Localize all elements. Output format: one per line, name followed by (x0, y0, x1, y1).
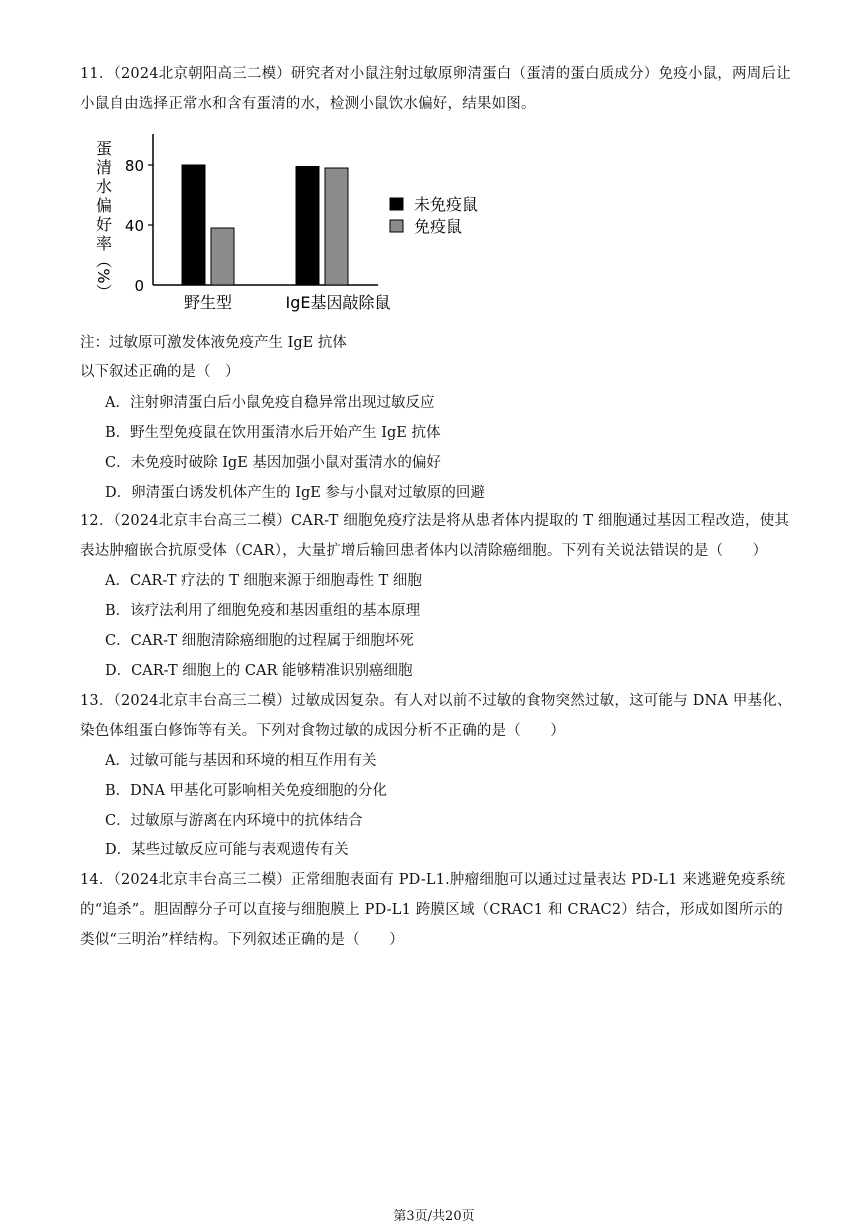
q12-option-d[interactable]: D．CAR-T 细胞上的 CAR 能够精准识别癌细胞 (105, 663, 413, 679)
q11-stem: 11．（2024北京朝阳高三二模）研究者对小鼠注射过敏原卵清蛋白（蛋清的蛋白质成分）免疫小鼠，两周后让小鼠自由选择正常水和含有蛋清的水，检测小鼠饮水偏好，结果如图。 (80, 66, 791, 112)
q11-bar-chart (88, 128, 528, 318)
q13-option-d[interactable]: D．某些过敏反应可能与表观遗传有关 (105, 842, 349, 858)
bar (182, 165, 205, 285)
q11-option-a[interactable]: A．注射卵清蛋白后小鼠免疫自稳异常出现过敏反应 (105, 395, 435, 411)
legend-label: 未免疫鼠 (414, 195, 479, 214)
legend-swatch (390, 198, 403, 210)
q12-option-c[interactable]: C．CAR-T 细胞清除癌细胞的过程属于细胞坏死 (105, 633, 414, 649)
y-axis-ticks (125, 157, 153, 295)
y-label-char: 水 (95, 177, 113, 196)
q11-option-b[interactable]: B．野生型免疫鼠在饮用蛋清水后开始产生 IgE 抗体 (105, 425, 441, 441)
q11-option-c[interactable]: C．未免疫时破除 IgE 基因加强小鼠对蛋清水的偏好 (105, 455, 441, 471)
legend-label: 免疫鼠 (414, 217, 463, 236)
q12-stem: 12．（2024北京丰台高三二模）CAR-T 细胞免疫疗法是将从患者体内提取的 T 细胞通过基因工程改造，使其表达肿瘤嵌合抗原受体（CAR），大量扩增后输回患者体内以清除癌细胞。下列有关说法错误的是（ ） (80, 513, 790, 559)
q12-option-b[interactable]: B．该疗法利用了细胞免疫和基因重组的基本原理 (105, 603, 421, 619)
y-label-char: 偏 (95, 196, 113, 215)
bars (182, 165, 348, 285)
page-footer: 第3页/共20页 (393, 1209, 475, 1224)
q14-stem: 14．（2024北京丰台高三二模）正常细胞表面有 PD-L1.肿瘤细胞可以通过过量表达 PD-L1 来逃避免疫系统的“追杀”。胆固醇分子可以直接与细胞膜上 PD-L1 跨膜区域（CRAC1 和 CRAC2）结合，形成如图所示的类似“三明治”样结构。下列叙述正确的是（ ） (80, 872, 786, 948)
x-category-label: IgE基因敲除鼠 (285, 293, 391, 312)
y-axis-label (94, 139, 113, 300)
y-label-char: （%） (94, 252, 113, 300)
x-axis-categories (184, 293, 391, 312)
q13-option-a[interactable]: A．过敏可能与基因和环境的相互作用有关 (105, 753, 377, 769)
y-label-char: 率 (95, 234, 113, 253)
q12-option-a[interactable]: A．CAR-T 疗法的 T 细胞来源于细胞毒性 T 细胞 (105, 573, 422, 589)
q13-stem: 13．（2024北京丰台高三二模）过敏成因复杂。有人对以前不过敏的食物突然过敏，这可能与 DNA 甲基化、染色体组蛋白修饰等有关。下列对食物过敏的成因分析不正确的是（ ） (80, 693, 792, 739)
q11-note: 注：过敏原可激发体液免疫产生 IgE 抗体 (80, 335, 347, 351)
y-tick-label: 0 (134, 277, 144, 295)
legend-swatch (390, 220, 403, 232)
y-label-char: 清 (95, 158, 113, 177)
bar (296, 167, 319, 286)
legend (390, 195, 478, 236)
y-label-char: 好 (95, 215, 113, 234)
y-tick-label: 40 (124, 217, 144, 235)
q13-option-b[interactable]: B．DNA 甲基化可影响相关免疫细胞的分化 (105, 783, 388, 799)
bar (325, 168, 348, 285)
y-tick-label: 80 (124, 157, 144, 175)
bar (211, 228, 234, 285)
q11-ask: 以下叙述正确的是（ ） (80, 364, 240, 380)
q11-option-d[interactable]: D．卵清蛋白诱发机体产生的 IgE 参与小鼠对过敏原的回避 (105, 485, 485, 501)
y-label-char: 蛋 (95, 139, 113, 158)
q13-option-c[interactable]: C．过敏原与游离在内环境中的抗体结合 (105, 813, 363, 829)
x-category-label: 野生型 (183, 293, 233, 312)
